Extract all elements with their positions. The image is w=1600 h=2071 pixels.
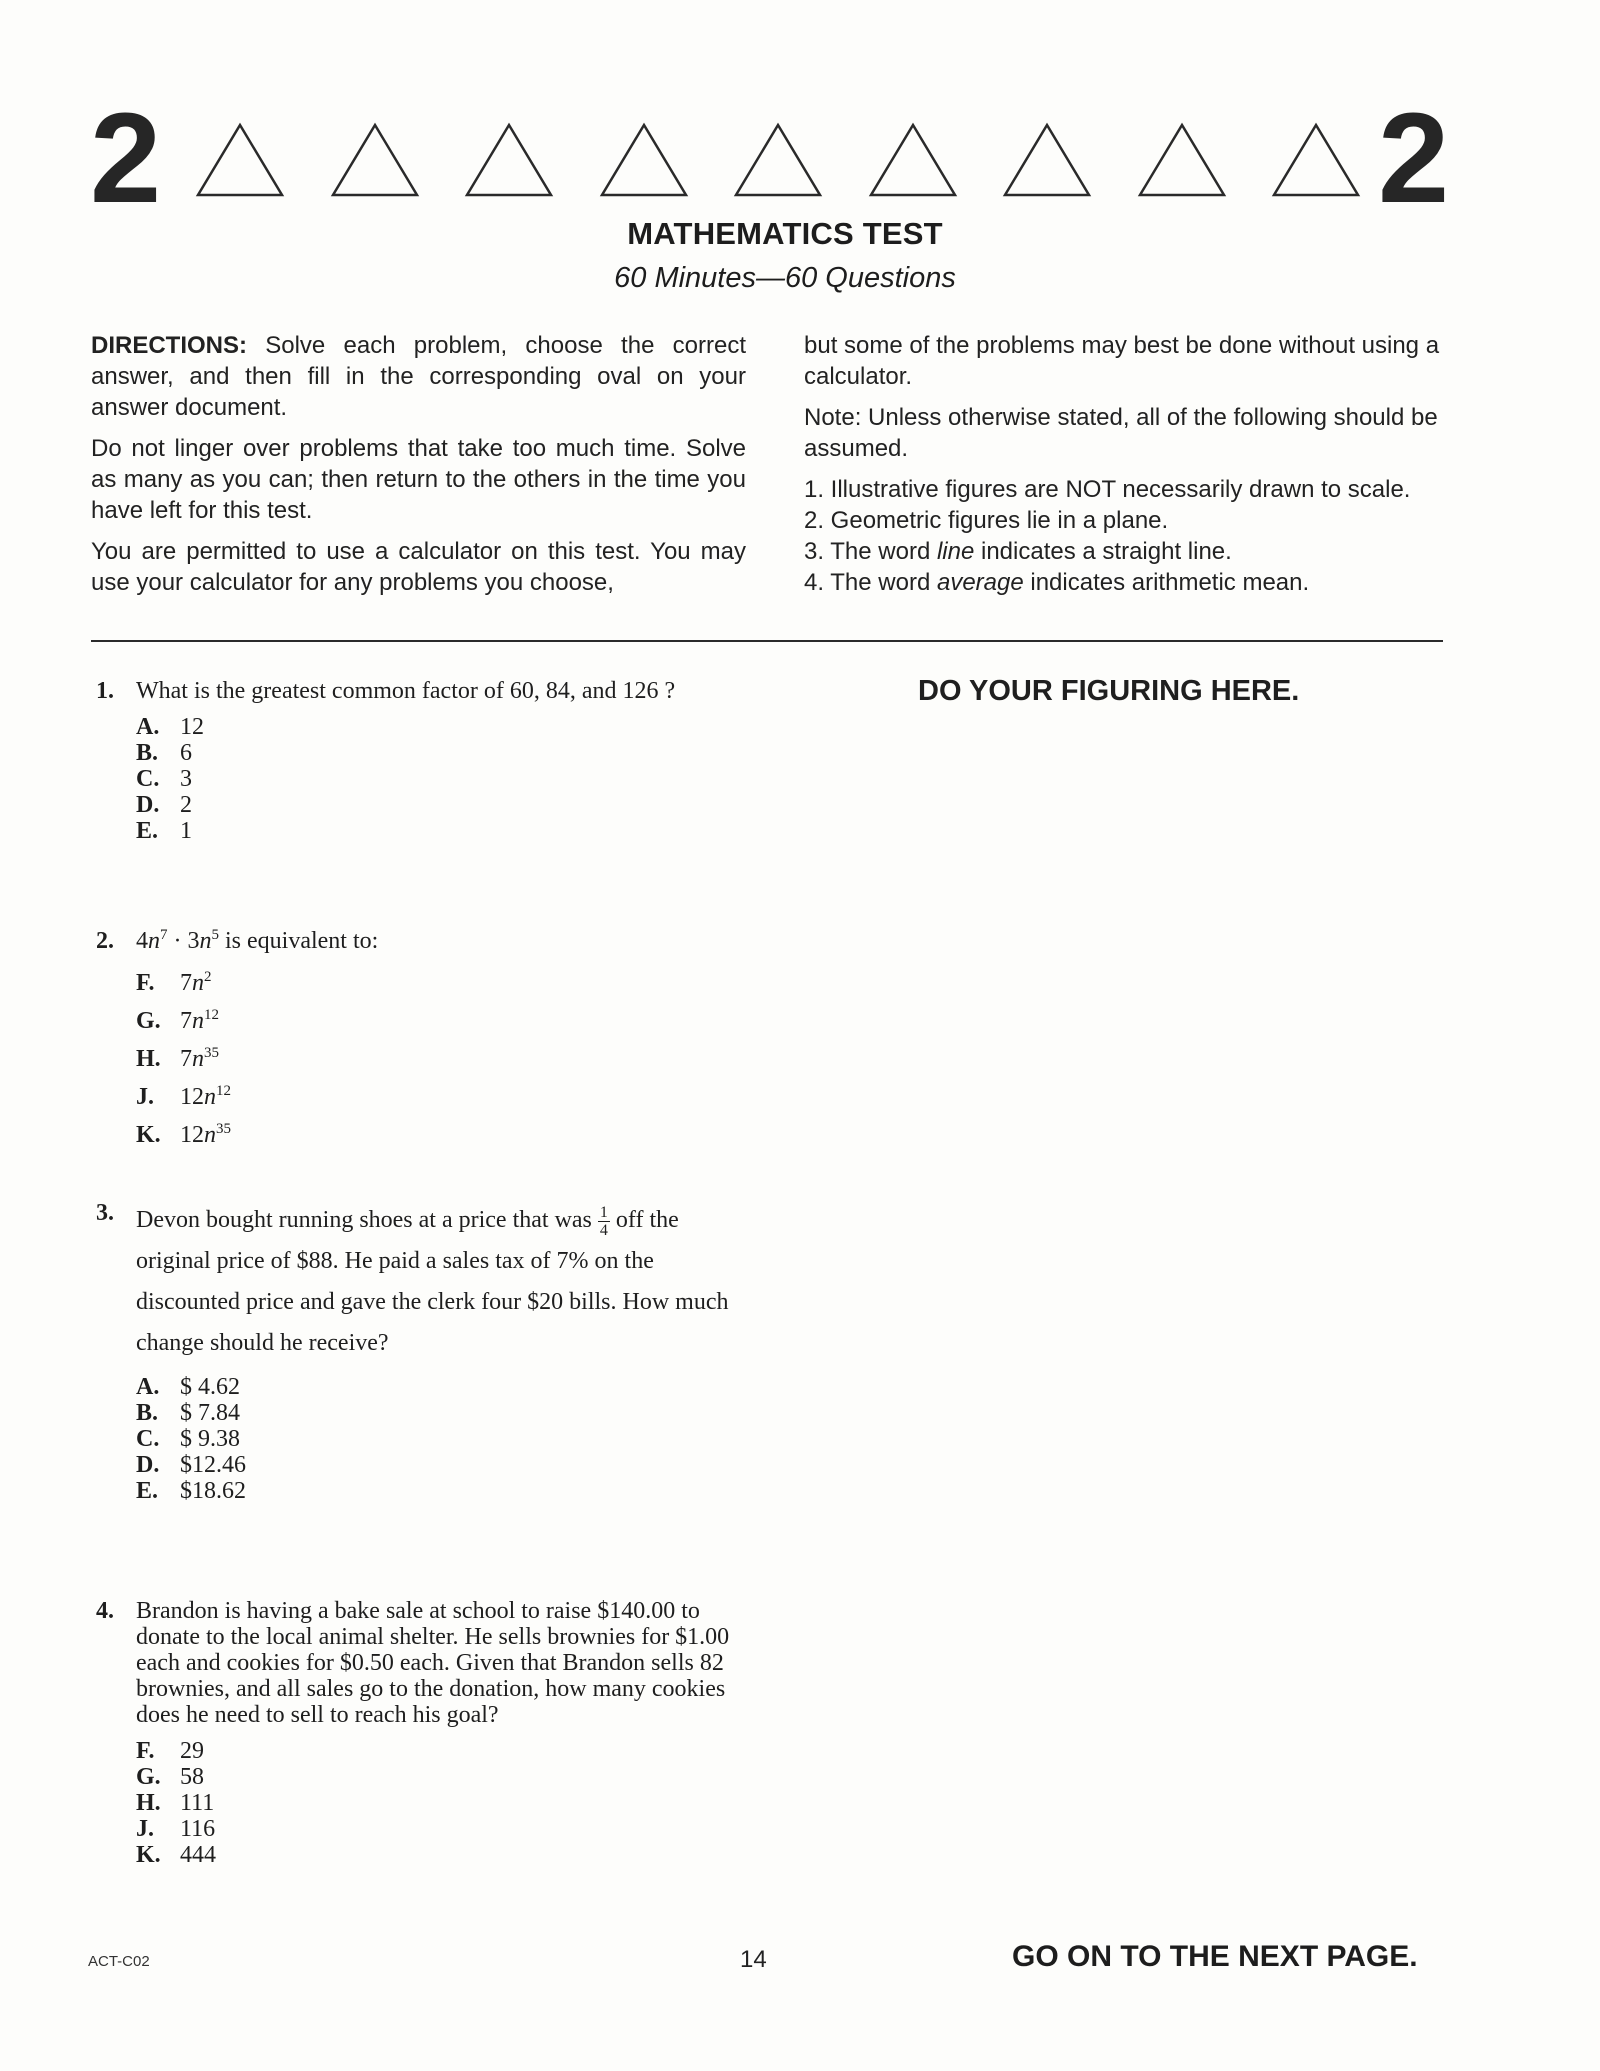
question-number: 3.: [96, 1200, 114, 1226]
fraction-numerator: 1: [599, 1203, 608, 1221]
option-coefficient: 12: [180, 1122, 204, 1148]
question-number: 2.: [96, 928, 114, 954]
triangle-icon: [1002, 122, 1092, 198]
triangle-outline: [736, 125, 820, 195]
option-value: 12: [180, 714, 204, 740]
triangle-outline: [1274, 125, 1358, 195]
directions-paragraph-3: You are permitted to use a calculator on this test. You may use your calculator for any problems you choose,: [91, 538, 746, 596]
option-variable: n: [204, 1084, 216, 1110]
answer-option[interactable]: [136, 1078, 746, 1116]
answer-option[interactable]: [136, 1426, 746, 1452]
page-number: 14: [740, 1946, 767, 1973]
option-variable: n: [204, 1122, 216, 1148]
assumption-2: 2. Geometric figures lie in a plane.: [804, 507, 1169, 534]
triangle-outline: [1005, 125, 1089, 195]
triangle-icon: [195, 122, 285, 198]
triangle-outline: [198, 125, 282, 195]
assumption-4: [804, 567, 1444, 598]
option-letter: F.: [136, 1738, 155, 1764]
assumption-4-post: indicates arithmetic mean.: [1023, 569, 1310, 596]
option-exponent: 12: [204, 1007, 219, 1023]
option-letter: K.: [136, 1122, 161, 1148]
option-letter: J.: [136, 1816, 154, 1842]
answer-option[interactable]: [136, 1842, 746, 1868]
option-value: $ 7.84: [180, 1400, 240, 1426]
answer-option[interactable]: [136, 1040, 746, 1078]
section-divider: [91, 640, 1443, 642]
answer-option[interactable]: [136, 792, 746, 818]
triangle-icon: [1271, 122, 1361, 198]
option-value: $18.62: [180, 1478, 246, 1504]
option-value: 6: [180, 740, 192, 766]
triangle-icon: [330, 122, 420, 198]
option-letter: C.: [136, 1426, 160, 1452]
term-exponent: 5: [211, 927, 219, 943]
answer-option[interactable]: [136, 740, 746, 766]
directions-paragraph-1: [91, 330, 746, 423]
option-letter: B.: [136, 740, 159, 766]
test-subtitle: 60 Minutes—60 Questions: [614, 262, 956, 294]
option-coefficient: 7: [180, 1046, 192, 1072]
answer-option[interactable]: [136, 1002, 746, 1040]
triangle-icon: [1137, 122, 1227, 198]
triangle-divider-row: [195, 122, 1355, 200]
triangle-icon: [733, 122, 823, 198]
option-letter: H.: [136, 1046, 161, 1072]
option-variable: n: [192, 1046, 204, 1072]
go-on-next-page-notice: GO ON TO THE NEXT PAGE.: [1012, 1940, 1418, 1973]
directions-p1-text: Solve each problem, choose the correct answer, and then fill in the corresponding oval on your answer document.: [91, 332, 746, 421]
directions-lead: DIRECTIONS:: [91, 332, 247, 359]
question-text: [136, 928, 746, 954]
section-number-left: 2: [90, 87, 160, 230]
answer-options: [136, 714, 746, 844]
question-text-tail: is equivalent to:: [219, 928, 379, 954]
test-title: MATHEMATICS TEST: [627, 216, 943, 251]
assumption-3-term: line: [936, 538, 975, 565]
option-value: 58: [180, 1764, 204, 1790]
triangle-outline: [333, 125, 417, 195]
option-exponent: 35: [216, 1121, 231, 1137]
section-number-right: 2: [1378, 87, 1448, 230]
term-exponent: 7: [160, 927, 168, 943]
answer-options: [136, 964, 746, 1154]
option-exponent: 12: [216, 1083, 231, 1099]
term-variable: n: [148, 928, 160, 954]
option-letter: G.: [136, 1764, 161, 1790]
question-number: 4.: [96, 1598, 114, 1624]
directions-paragraph-3-continued: but some of the problems may best be done without using a calculator.: [804, 332, 1440, 390]
option-letter: C.: [136, 766, 160, 792]
figuring-area-label: DO YOUR FIGURING HERE.: [918, 675, 1300, 707]
option-coefficient: 12: [180, 1084, 204, 1110]
option-value: 2: [180, 792, 192, 818]
option-exponent: 2: [204, 969, 212, 985]
answer-option[interactable]: [136, 1738, 746, 1764]
triangle-icon: [464, 122, 554, 198]
triangle-outline: [871, 125, 955, 195]
directions-right-column: [804, 330, 1444, 598]
option-value: 444: [180, 1842, 216, 1868]
triangle-outline: [1140, 125, 1224, 195]
option-value: 116: [180, 1816, 216, 1842]
multiply-dot: ·: [167, 928, 188, 954]
option-value: $ 9.38: [180, 1426, 240, 1452]
option-letter: K.: [136, 1842, 161, 1868]
option-letter: D.: [136, 792, 160, 818]
fraction-denominator: 4: [599, 1221, 608, 1239]
answer-option[interactable]: [136, 1816, 746, 1842]
answer-option[interactable]: [136, 1764, 746, 1790]
answer-option[interactable]: [136, 1116, 746, 1154]
question-4: [96, 1598, 746, 1868]
answer-option[interactable]: [136, 766, 746, 792]
option-variable: n: [192, 970, 204, 996]
option-value: $12.46: [180, 1452, 246, 1478]
answer-option[interactable]: [136, 1400, 746, 1426]
option-value: 29: [180, 1738, 204, 1764]
form-code: ACT-C02: [88, 1953, 150, 1970]
term-variable: n: [199, 928, 212, 954]
option-variable: n: [192, 1008, 204, 1034]
option-letter: B.: [136, 1400, 159, 1426]
answer-options: [136, 1374, 746, 1504]
question-number: 1.: [96, 678, 114, 704]
option-letter: A.: [136, 714, 160, 740]
option-value: 1: [180, 818, 192, 844]
question-text: Brandon is having a bake sale at school to raise $140.00 to donate to the local animal shelter. He sells brownies for $1.00 each and cookies for $0.50 each. Given that Brandon sells 82 brownies, and all sales go to the donation, how many cookies does he need to sell to reach his goal?: [136, 1598, 730, 1728]
option-value: 3: [180, 766, 192, 792]
option-coefficient: 7: [180, 1008, 192, 1034]
directions-paragraph-2: Do not linger over problems that take too much time. Solve as many as you can; then return to the others in the time you have left for this test.: [91, 435, 746, 524]
option-letter: G.: [136, 1008, 161, 1034]
fraction-one-fourth: [598, 1204, 610, 1239]
answer-option[interactable]: [136, 1452, 746, 1478]
option-letter: H.: [136, 1790, 161, 1816]
triangle-icon: [868, 122, 958, 198]
answer-option[interactable]: [136, 1478, 746, 1504]
option-exponent: 35: [204, 1045, 219, 1061]
question-text-start: Devon bought running shoes at a price that was: [136, 1207, 592, 1233]
answer-option[interactable]: [136, 714, 746, 740]
triangle-icon: [599, 122, 689, 198]
option-value: $ 4.62: [180, 1374, 240, 1400]
triangle-outline: [467, 125, 551, 195]
option-coefficient: 7: [180, 970, 192, 996]
answer-options: [136, 1738, 746, 1868]
directions-left-column: [91, 330, 746, 608]
answer-option[interactable]: [136, 964, 746, 1002]
answer-option[interactable]: [136, 1790, 746, 1816]
option-letter: F.: [136, 970, 155, 996]
question-1: [96, 678, 746, 844]
option-letter: E.: [136, 818, 159, 844]
answer-option[interactable]: [136, 1374, 746, 1400]
assumption-4-pre: 4. The word: [804, 569, 937, 596]
directions-note: Note: Unless otherwise stated, all of the following should be assumed.: [804, 404, 1438, 462]
question-3: [96, 1200, 746, 1504]
option-letter: E.: [136, 1478, 159, 1504]
term-coefficient: 4: [136, 928, 148, 954]
assumption-4-term: average: [936, 569, 1024, 596]
assumption-1: 1. Illustrative figures are NOT necessarily drawn to scale.: [804, 476, 1411, 503]
question-text: What is the greatest common factor of 60, 84, and 126 ?: [136, 678, 676, 704]
option-letter: J.: [136, 1084, 154, 1110]
option-value: 111: [180, 1790, 215, 1816]
option-letter: A.: [136, 1374, 160, 1400]
question-text: [136, 1200, 746, 1364]
question-2: [96, 928, 746, 1154]
assumption-3-pre: 3. The word: [804, 538, 937, 565]
assumption-3: [804, 536, 1444, 567]
option-letter: D.: [136, 1452, 160, 1478]
question-text-end: off the original price of $88. He paid a sales tax of 7% on the discounted price and gave the clerk four $20 bills. How much change should he receive?: [136, 1207, 729, 1356]
triangle-outline: [602, 125, 686, 195]
term-coefficient: 3: [187, 928, 200, 954]
assumptions-list: [804, 474, 1444, 598]
assumption-3-post: indicates a straight line.: [974, 538, 1232, 565]
answer-option[interactable]: [136, 818, 746, 844]
